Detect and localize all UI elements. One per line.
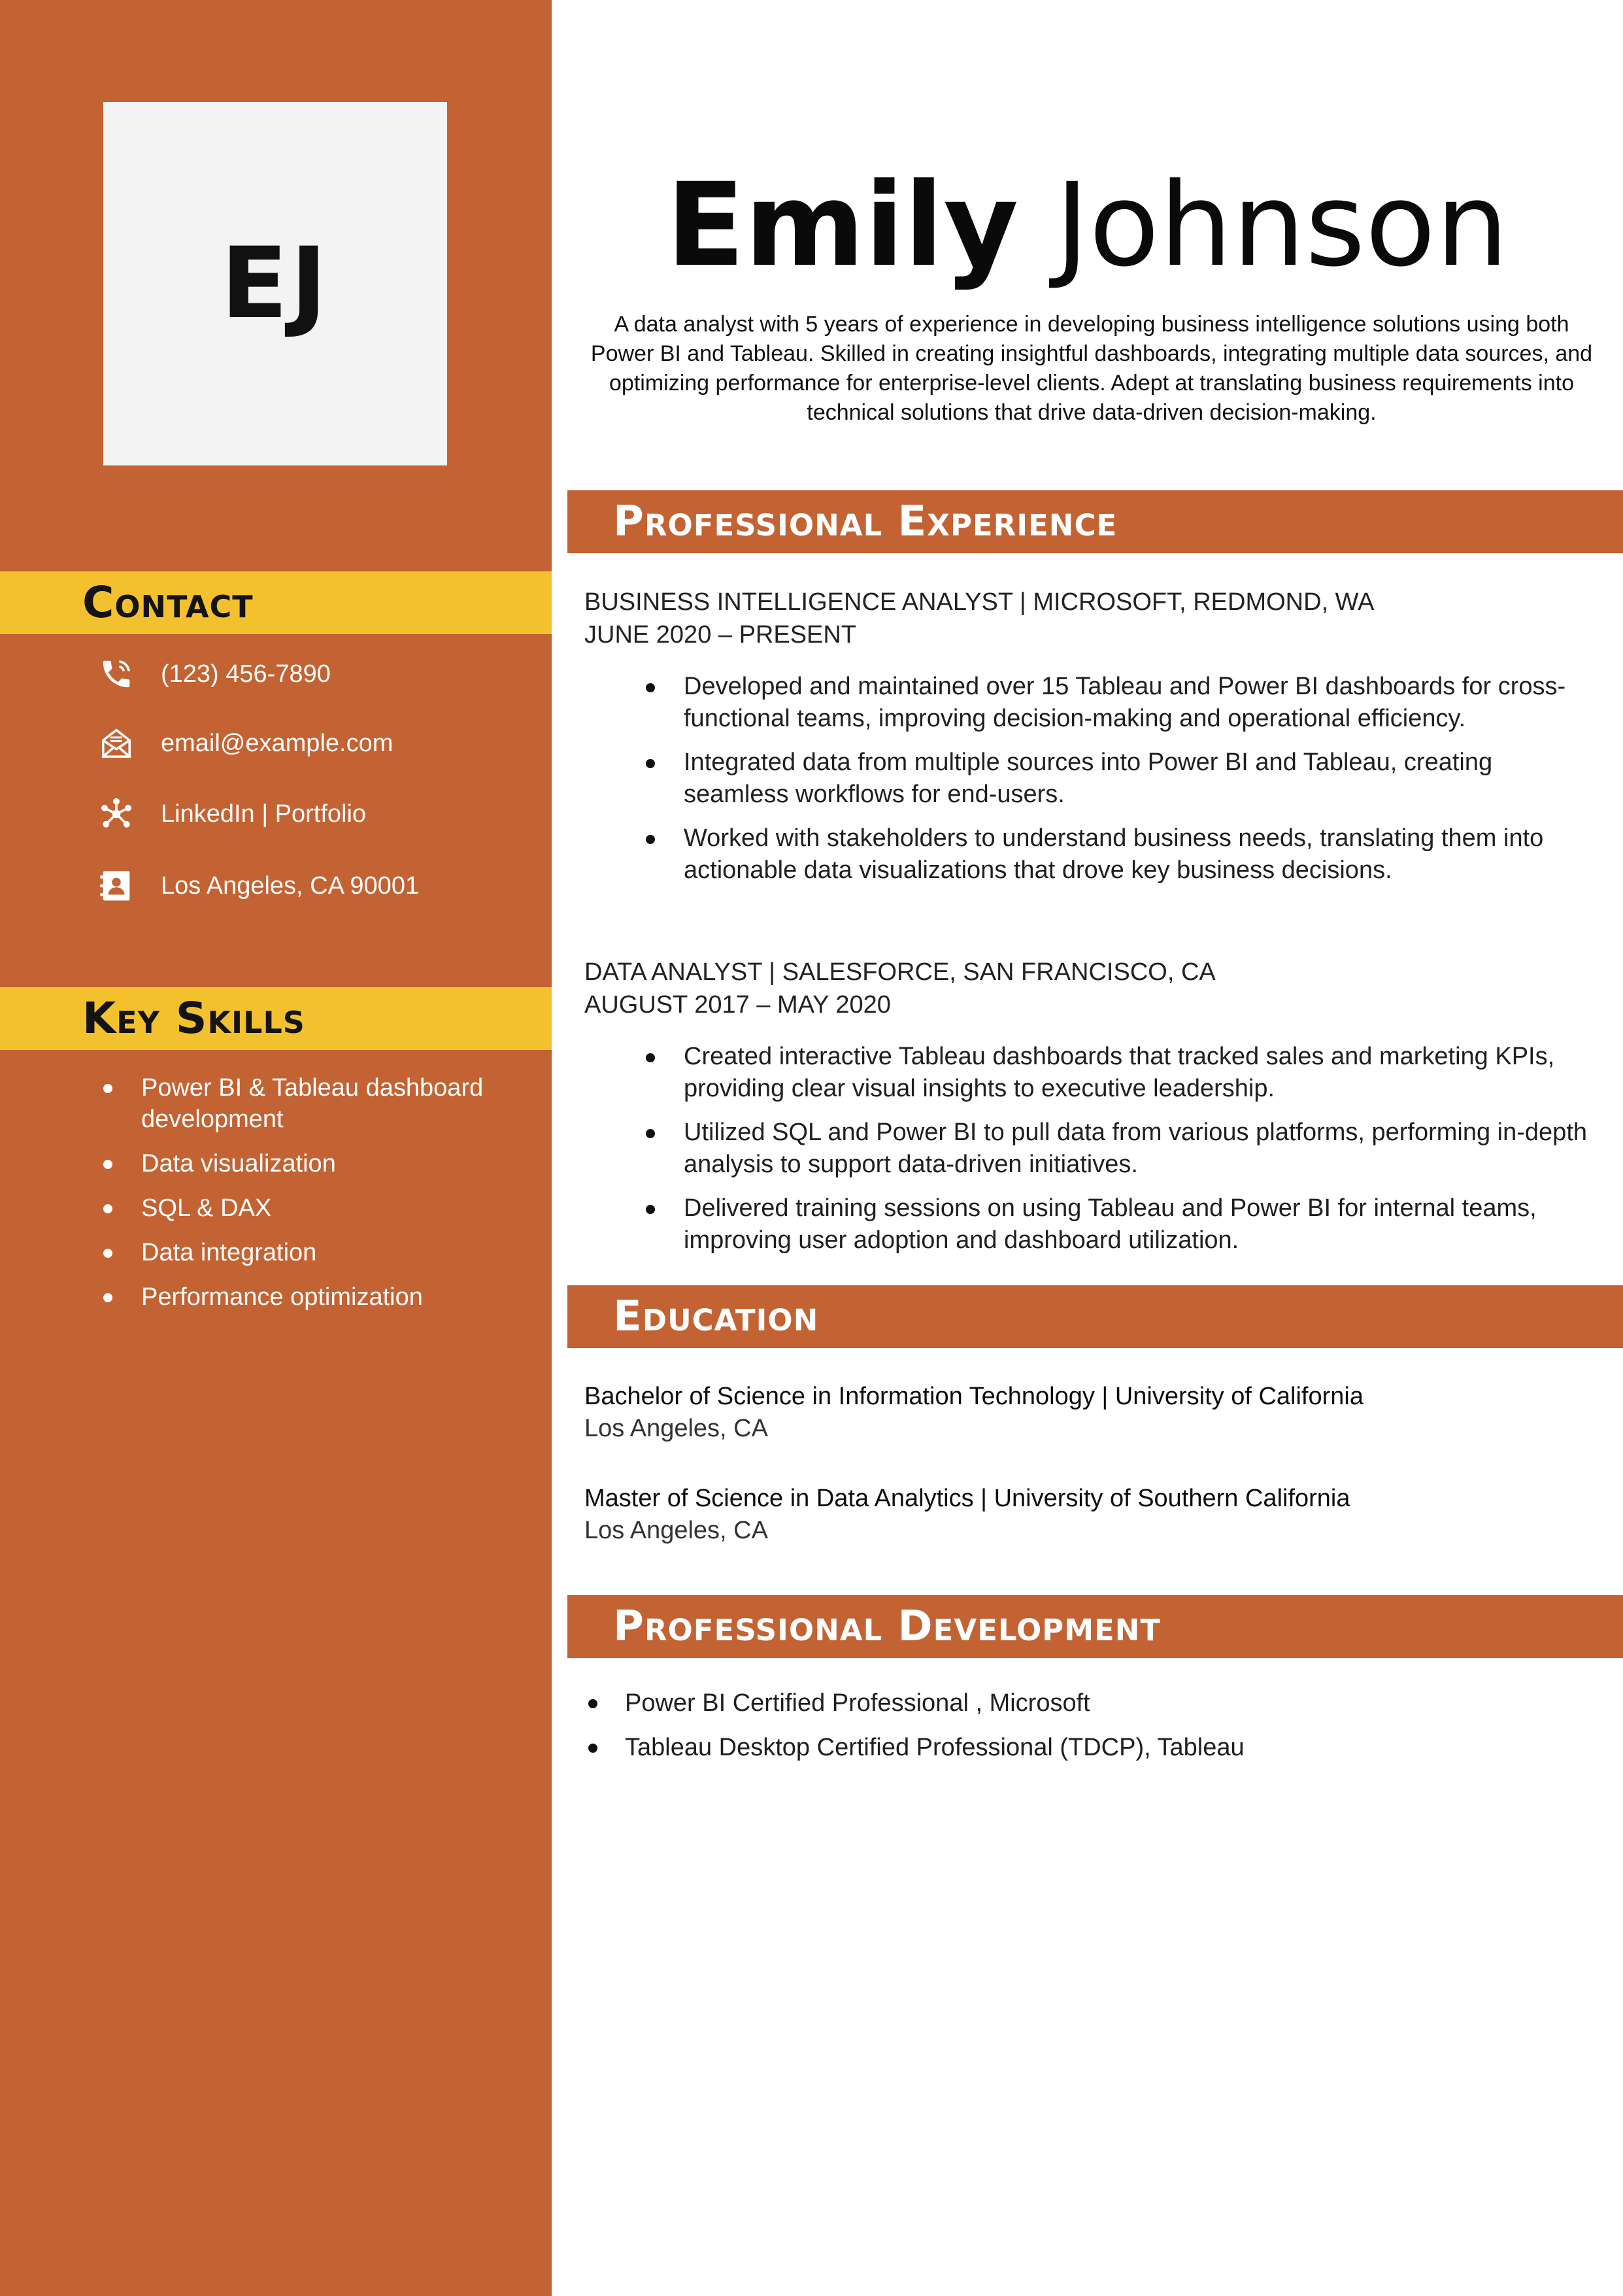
job-bullets	[641, 671, 1595, 898]
summary: A data analyst with 5 years of experience in developing business intelligence solutions using both Power BI and Tableau. Skilled in creating insightful dashboards, integrating multiple data sources, and optimizing performance for enterprise-level clients. Adept at translating business requirements into technical solutions that drive data-driven decision-making.	[590, 312, 1593, 425]
contact-heading-band	[0, 571, 552, 634]
experience-heading-band	[567, 490, 1623, 553]
experience-heading: Professional Experience	[613, 498, 1118, 546]
development-item: Power BI Certified Professional , Microsoft	[584, 1687, 1604, 1719]
skill-item: Data visualization	[98, 1148, 523, 1179]
job-header	[584, 956, 1604, 1021]
job-role: BUSINESS INTELLIGENCE ANALYST | MICROSOFT, REDMOND, WA	[584, 588, 1375, 616]
contact-address[interactable]	[98, 863, 419, 909]
job-bullets	[641, 1041, 1595, 1268]
contact-heading: Contact	[82, 577, 254, 628]
skills-heading-band	[0, 987, 552, 1050]
job-bullet: Created interactive Tableau dashboards that tracked sales and marketing KPIs, providing clear visual insights to executive leadership.	[641, 1041, 1595, 1105]
network-icon	[98, 796, 135, 832]
job-dates: AUGUST 2017 – MAY 2020	[584, 991, 891, 1019]
skill-item: Data integration	[98, 1237, 523, 1268]
skill-item: Performance optimization	[98, 1281, 523, 1313]
education-heading-band	[567, 1285, 1623, 1348]
education-heading: Education	[613, 1292, 819, 1341]
skill-item: Power BI & Tableau dashboard development	[98, 1072, 523, 1135]
skills-heading: Key Skills	[82, 993, 305, 1043]
job-bullet: Integrated data from multiple sources into Power BI and Tableau, creating seamless workflows for end-users.	[641, 747, 1595, 811]
first-name: Emily	[666, 158, 1019, 292]
skills-list	[98, 1072, 523, 1326]
job-bullet: Developed and maintained over 15 Tableau and Power BI dashboards for cross-functional teams, improving decision-making and operational efficiency.	[641, 671, 1595, 735]
development-list	[584, 1687, 1604, 1776]
job-role: DATA ANALYST | SALESFORCE, SAN FRANCISCO, CA	[584, 958, 1216, 986]
phone-icon	[98, 656, 135, 692]
development-heading-band	[567, 1595, 1623, 1658]
job-bullet: Worked with stakeholders to understand business needs, translating them into actionable data visualizations that drove key business decisions.	[641, 822, 1595, 886]
address-card-icon	[98, 868, 135, 904]
last-name: Johnson	[1055, 158, 1509, 292]
degree: Bachelor of Science in Information Technology | University of California	[584, 1383, 1364, 1410]
job-bullet: Delivered training sessions on using Tableau and Power BI for internal teams, improving user adoption and dashboard utilization.	[641, 1192, 1595, 1257]
contact-phone[interactable]	[98, 651, 331, 697]
education-location: Los Angeles, CA	[584, 1415, 768, 1442]
development-heading: Professional Development	[613, 1602, 1162, 1651]
sidebar	[0, 0, 552, 2296]
address-text: Los Angeles, CA 90001	[161, 871, 420, 900]
monogram-box	[103, 102, 447, 465]
phone-text: (123) 456-7890	[161, 660, 331, 688]
monogram: EJ	[220, 227, 330, 341]
job-dates: JUNE 2020 – PRESENT	[584, 621, 857, 649]
contact-links[interactable]	[98, 791, 366, 837]
email-text: email@example.com	[161, 729, 393, 757]
links-text: LinkedIn | Portfolio	[161, 800, 367, 828]
contact-email[interactable]	[98, 720, 393, 766]
degree: Master of Science in Data Analytics | University of Southern California	[584, 1485, 1350, 1512]
education-entry	[584, 1483, 1604, 1547]
candidate-name	[552, 157, 1623, 294]
email-icon	[98, 725, 135, 762]
education-location: Los Angeles, CA	[584, 1517, 768, 1544]
education-entry	[584, 1381, 1604, 1445]
development-item: Tableau Desktop Certified Professional (TDCP), Tableau	[584, 1731, 1604, 1764]
job-bullet: Utilized SQL and Power BI to pull data from various platforms, performing in-depth analysis to support data-driven initiatives.	[641, 1117, 1595, 1181]
skill-item: SQL & DAX	[98, 1192, 523, 1224]
job-header	[584, 586, 1604, 651]
